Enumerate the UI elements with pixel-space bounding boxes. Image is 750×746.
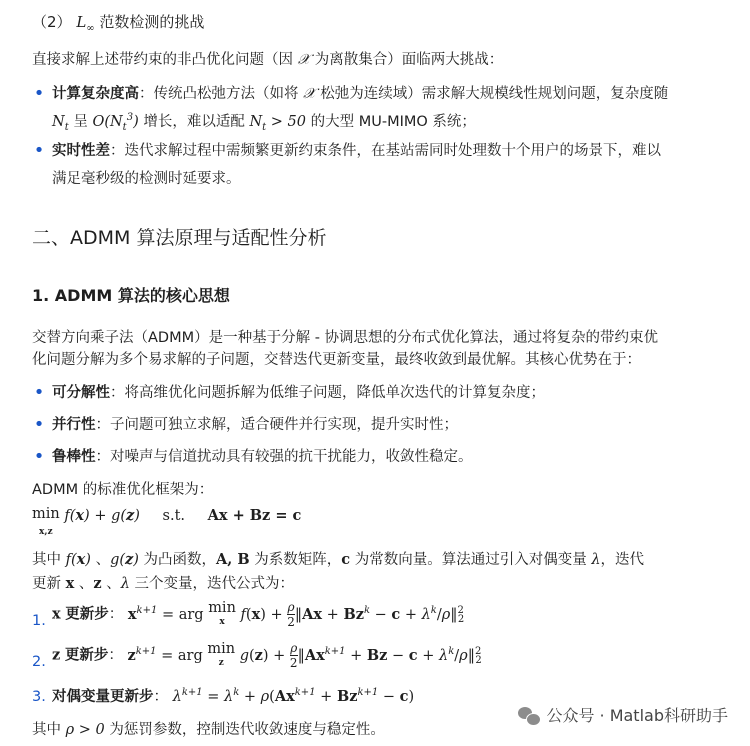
section-prefix: （2） — [32, 13, 72, 31]
w-gz: g(z) — [110, 551, 139, 568]
bullet-dot: • — [33, 140, 45, 161]
min-subscript: x,z — [39, 527, 53, 537]
w-t7: 更新 — [32, 576, 66, 592]
challenge-item-2 — [52, 137, 734, 193]
w-ab: A, B — [216, 551, 250, 568]
bullet-dot: • — [33, 382, 45, 403]
step-number-3: 3. — [32, 689, 46, 705]
w-t10: 三个变量，迭代公式为： — [129, 576, 295, 592]
constraint: Ax + Bz = c — [207, 507, 302, 524]
advantage-item-2 — [52, 411, 734, 439]
w-lambda2: λ — [120, 576, 130, 592]
step-number-1: 1. — [32, 613, 46, 629]
last-t1: 其中 — [32, 722, 66, 738]
challenge-math-x: 𝒳 — [303, 86, 316, 102]
step-1-colon: ： — [108, 606, 124, 623]
admm-intro-line2: 化问题分解为多个易求解的子问题，交替迭代更新变量，最终收敛到最优解。其核心优势在于： — [32, 352, 641, 368]
section-title-admm: 二、ADMM 算法原理与适配性分析 — [32, 227, 327, 249]
w-t5: 为常数向量。算法通过引入对偶变量 — [350, 552, 592, 568]
admm-intro-line1: 交替方向乘子法（ADMM）是一种基于分解 - 协调思想的分布式优化算法，通过将复杂的带约束优 — [32, 330, 659, 346]
w-t4: 为系数矩阵， — [249, 552, 342, 568]
linf-symbol: $L_\infty$ — [76, 13, 95, 34]
intro-paragraph — [32, 46, 734, 74]
watermark-text: 公众号 · Matlab科研助手 — [546, 706, 728, 725]
advantage-text-2: ：子问题可独立求解，适合硬件并行实现，提升实时性； — [95, 417, 458, 433]
step-number-2: 2. — [32, 654, 46, 670]
step-2-label: 更新步 — [64, 647, 109, 664]
bullet-dot: • — [33, 414, 45, 435]
last-t2: 为惩罚参数，控制迭代收敛速度与稳定性。 — [104, 722, 385, 738]
step-item-1 — [52, 600, 740, 629]
intro-math-x: 𝒳 — [297, 52, 311, 68]
challenge-label-1: 计算复杂度高 — [52, 86, 139, 102]
intro-text-a: 直接求解上述带约束的非凸优化问题（因 — [32, 52, 298, 68]
intro-text-b: 为离散集合）面临两大挑战： — [310, 52, 504, 68]
w-z: z — [93, 575, 102, 592]
advantage-item-1 — [52, 379, 734, 407]
wechat-icon — [518, 707, 540, 725]
watermark — [518, 702, 728, 730]
step-3-colon: ： — [153, 689, 168, 705]
bullet-dot: • — [33, 83, 45, 104]
advantage-text-1: ：将高维优化问题拆解为低维子问题，降低单次迭代的计算复杂度； — [110, 385, 545, 401]
w-c: c — [341, 551, 351, 568]
challenge-label-2: 实时性差 — [52, 143, 110, 159]
challenge-math-o: $O(N_t^3)$ — [92, 112, 139, 133]
step-3-formula: $\lambda^{k+1} = \lambda^k + \rho(Ax^{k+1} + Bz^{k+1} - c)$ — [172, 687, 415, 705]
step-1-formula: $x^{k+1}$ = arg min x $f(x) + \frac{\rho}{2}$ ‖Ax + $Bz^k - c$ + $\lambda^k/\rho‖^2_2$ — [127, 599, 465, 629]
step-1-var: x — [52, 605, 61, 623]
challenge-text-b: 松弛为连续域）需求解大规模线性规划问题，复杂度随 — [315, 86, 669, 102]
w-lambda: λ — [591, 552, 601, 568]
challenge-2-text-b: 满足毫秒级的检测时延要求。 — [52, 171, 241, 187]
challenge-text-c: 呈 — [68, 114, 93, 130]
bullet-dot: • — [33, 446, 45, 467]
w-t9: 、 — [101, 576, 121, 592]
advantage-item-3 — [52, 443, 734, 471]
challenge-math-nt: $N_t$ — [52, 114, 69, 133]
section-heading-linf — [32, 8, 734, 36]
challenge-text-e: 的大型 MU-MIMO 系统； — [306, 114, 476, 130]
framework-formula — [32, 506, 734, 540]
advantage-label-3: 鲁棒性 — [52, 449, 96, 465]
subsection-title: 1. ADMM 算法的核心思想 — [32, 286, 230, 305]
where-line-2 — [32, 570, 734, 598]
w-t8: 、 — [74, 576, 94, 592]
w-x: x — [65, 575, 75, 592]
objective: f(x) + g(z) — [64, 507, 140, 524]
w-t1: 其中 — [32, 552, 66, 568]
st-text: s.t. — [162, 508, 186, 524]
w-t6: ，迭代 — [600, 552, 645, 568]
challenge-2-text-a: ：迭代求解过程中需频繁更新约束条件，在基站需同时处理数十个用户的场景下，难以 — [110, 143, 661, 159]
last-cond: ρ > 0 — [65, 722, 105, 738]
step-item-2 — [52, 641, 740, 670]
advantage-label-2: 并行性 — [52, 417, 96, 433]
challenge-text-d: 增长，难以适配 — [138, 114, 250, 130]
advantage-label-1: 可分解性 — [52, 385, 110, 401]
min-text: min — [32, 506, 60, 522]
challenge-item-1 — [52, 80, 734, 136]
step-2-colon: ： — [108, 647, 123, 664]
section-title-text: 范数检测的挑战 — [99, 13, 205, 31]
advantage-text-3: ：对噪声与信道扰动具有较强的抗干扰能力，收敛性稳定。 — [95, 449, 473, 465]
step-1-label: 更新步 — [65, 606, 109, 623]
challenge-text-a: ：传统凸松弛方法（如将 — [139, 86, 304, 102]
w-fx: f(x) — [65, 551, 91, 568]
challenge-math-cond: $N_t > 50$ — [249, 114, 307, 133]
framework-intro: ADMM 的标准优化框架为： — [32, 482, 214, 498]
w-t2: 、 — [90, 552, 111, 568]
w-t3: 为凸函数， — [138, 552, 217, 568]
step-2-formula: $z^{k+1}$ = arg min z $g(z) + \frac{\rho}{2}$ $‖Ax^{k+1} + Bz - c$ + $\lambda^k/\rho‖^2_2$ — [127, 640, 482, 670]
step-2-var: z — [52, 646, 61, 664]
step-3-label: 对偶变量更新步 — [52, 689, 154, 705]
min-operator — [32, 506, 60, 540]
